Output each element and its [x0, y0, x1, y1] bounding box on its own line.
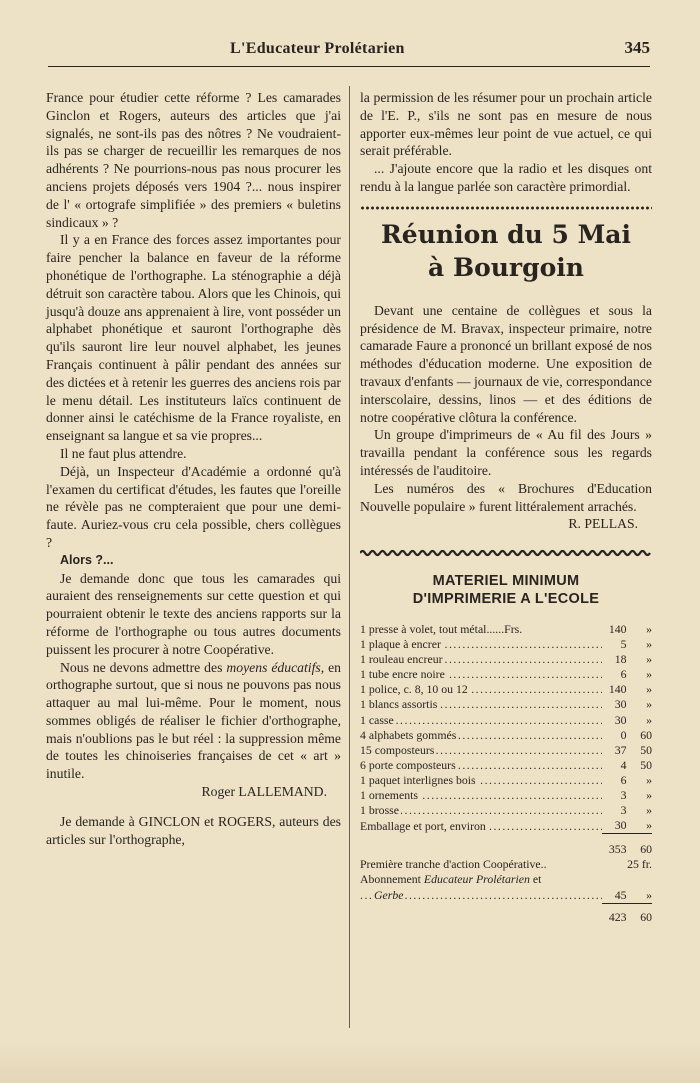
materiel-row	[360, 622, 652, 637]
materiel-row	[360, 758, 652, 773]
page-number: 345	[624, 38, 650, 57]
materiel-item-amount: 4	[620, 757, 627, 772]
paragraph: Un groupe d'imprimeurs de « Au fil des Jours » travailla pendant la conférence sous les regards intéressés de l'auditoire.	[360, 427, 652, 478]
materiel-row	[360, 667, 652, 682]
materiel-item-amount: 30	[614, 697, 627, 712]
materiel-item-label: Emballage et port, environ	[360, 818, 486, 833]
materiel-item-cents: 50	[640, 742, 652, 757]
materiel-item-amount: 0	[620, 727, 627, 742]
materiel-item-label: 1 ornements	[360, 787, 418, 802]
materiel-row	[360, 788, 652, 803]
materiel-row	[360, 743, 652, 758]
dotted-separator	[360, 206, 652, 210]
abonnement-row: Abonnement Educateur Prolétarien et	[360, 872, 542, 887]
materiel-table	[360, 622, 652, 925]
materiel-item-amount: 140	[608, 621, 627, 636]
materiel-item-cents: »	[646, 818, 652, 833]
column-divider	[349, 86, 350, 1028]
materiel-item-cents: 60	[640, 727, 652, 742]
materiel-item-amount: 3	[620, 803, 627, 818]
paragraph: Devant une centaine de collègues et sous la présidence de M. Bravax, inspecteur primaire, notre camarade Faure a prononcé un brillant exposé de nos méthodes d'éducation moderne. Une exposition de travaux d'enfants — journaux de vie, correspondance interscolaire, dessins, linos — et des éditions de notre coopérative clôtura la conférence.	[360, 302, 652, 425]
alors-heading: Alors ?...	[60, 552, 114, 567]
paragraph: Il ne faut plus attendre.	[60, 445, 187, 461]
author-signature: Roger LALLEMAND.	[201, 784, 327, 800]
paragraph: Déjà, un Inspecteur d'Académie a ordonné qu'à l'examen du certificat d'études, les fautes que l'oreille ne révèle pas ne compteraient que pour une demi-faute. Auriez-vous cru cela possible, chers collègues ?	[46, 463, 341, 550]
materiel-item-label: 1 casse	[360, 712, 394, 727]
materiel-item-label: 1 tube encre noire	[360, 667, 445, 682]
materiel-item-label: 1 blancs assortis	[360, 697, 438, 712]
materiel-item-amount: 18	[614, 652, 627, 667]
materiel-row	[360, 682, 652, 697]
materiel-item-cents: »	[646, 637, 652, 652]
materiel-item-cents: »	[646, 682, 652, 697]
materiel-item-cents: »	[646, 712, 652, 727]
paragraph: Je demande donc que tous les camarades qui auraient des renseignements sur cette question et qui pourraient obtenir le texte des anciens rapports sur la réforme de l'orthographe ou tous autres documents puissent les procurer à notre Coopérative.	[46, 570, 341, 657]
paragraph: la permission de les résumer pour un prochain article de l'E. P., s'ils ne sont pas en mesure de nous apporter eux-mêmes leur point de vue actuel, ce qui serait préférable.	[360, 90, 652, 159]
subtotal-row: 353 60	[360, 834, 652, 858]
gerbe-row: Gerbe ..... 45 »	[360, 888, 652, 904]
materiel-item-amount: 30	[614, 818, 627, 833]
materiel-item-amount: 3	[620, 787, 627, 802]
materiel-item-cents: »	[646, 621, 652, 636]
materiel-row	[360, 818, 652, 834]
journal-title: L'Educateur Prolétarien	[230, 40, 405, 57]
action-row: Première tranche d'action Coopérative.. 25 fr.	[360, 857, 652, 872]
wavy-separator	[360, 549, 652, 557]
materiel-item-amount: 30	[614, 712, 627, 727]
materiel-item-cents: 50	[640, 757, 652, 772]
materiel-item-amount: 5	[620, 637, 627, 652]
materiel-item-label: 1 police, c. 8, 10 ou 12	[360, 682, 468, 697]
materiel-item-cents: »	[646, 772, 652, 787]
materiel-item-label: 4 alphabets gommés	[360, 727, 457, 742]
paragraph: France pour étudier cette réforme ? Les camarades Ginclon et Rogers, auteurs des articles que j'ai signalés, ne sont-ils pas des nôtres ? Ne voudraient-ils pas se charger de recueillir les remarques de nos adhérents ? Ne pourrions-nous pas nous procurer les anciens projets déposés vers 1904 ?... nous inspirer de l' « ortografe simplifiée » des premiers « buletins sindicaux » ?	[46, 90, 341, 230]
materiel-item-amount: 140	[608, 682, 627, 697]
reunion-title: Réunion du 5 Mai à Bourgoin	[381, 219, 631, 282]
materiel-item-cents: »	[646, 697, 652, 712]
paragraph: Il y a en France des forces assez importantes pour faire pencher la balance en faveur de la réforme phonétique de l'orthographe. La sténographie a déjà détruit son caractère tabou. Alors que les Chinois, qui jusqu'à douze ans apprenaient à lire, vont posséder un alphabet phonétique et sauront l'orthographe dès qu'ils sauront lire leur nouvel alphabet, les jeunes Français continuent à pâlir pendant des années sur des dictées et à retenir les guerres des anciens rois par le menu détail. Les instituteurs laïcs continuent de donner ainsi le catéchisme de la France royaliste, en enseignant sa langue et sa vie propres...	[46, 232, 341, 444]
materiel-item-label: 1 rouleau encreur	[360, 652, 443, 667]
materiel-item-label: 6 porte composteurs	[360, 757, 456, 772]
materiel-row	[360, 652, 652, 667]
materiel-item-cents: »	[646, 787, 652, 802]
materiel-row	[360, 803, 652, 818]
closing-paragraph: Je demande à GINCLON et ROGERS, auteurs des articles sur l'orthographe,	[46, 813, 341, 847]
left-column	[46, 89, 341, 848]
materiel-item-label: 1 plaque à encrer	[360, 637, 441, 652]
materiel-row	[360, 637, 652, 652]
materiel-row	[360, 713, 652, 728]
materiel-item-amount: 37	[614, 742, 627, 757]
materiel-row	[360, 697, 652, 712]
paragraph-moyens: Nous ne devons admettre des moyens éducatifs, en orthographe surtout, que si nous ne pouvons pas nous attaquer au mal lui-même. Pour le moment, nous sommes obligés de réaliser le fichier d'orthographe, mais n'oublions pas le but réel : la suppression même de toutes les chinoiseries françaises de cet « art » inutile.	[46, 659, 341, 782]
materiel-item-cents: »	[646, 652, 652, 667]
reunion-signature: R. PELLAS.	[568, 516, 638, 532]
materiel-item-label: 1 brosse	[360, 803, 399, 818]
materiel-item-amount: 6	[620, 667, 627, 682]
paragraph: ... J'ajoute encore que la radio et les disques ont rendu à la langue parlée son caractère primordial.	[360, 161, 652, 194]
page-header	[48, 36, 650, 67]
right-column	[360, 89, 652, 925]
page-edge-shade	[0, 1040, 700, 1083]
materiel-row	[360, 773, 652, 788]
materiel-item-label: 15 composteurs	[360, 742, 435, 757]
materiel-title: MATERIEL MINIMUM D'IMPRIMERIE A L'ECOLE	[412, 572, 600, 607]
materiel-item-label: 1 paquet interlignes bois	[360, 772, 476, 787]
materiel-item-label: 1 presse à volet, tout métal......Frs.	[360, 621, 523, 636]
materiel-item-amount: 6	[620, 772, 627, 787]
total-row: 423 60	[360, 903, 652, 925]
materiel-row	[360, 728, 652, 743]
paragraph: Les numéros des « Brochures d'Education Nouvelle populaire » furent littéralement arrachés.	[360, 480, 652, 514]
materiel-item-cents: »	[646, 803, 652, 818]
materiel-item-cents: »	[646, 667, 652, 682]
